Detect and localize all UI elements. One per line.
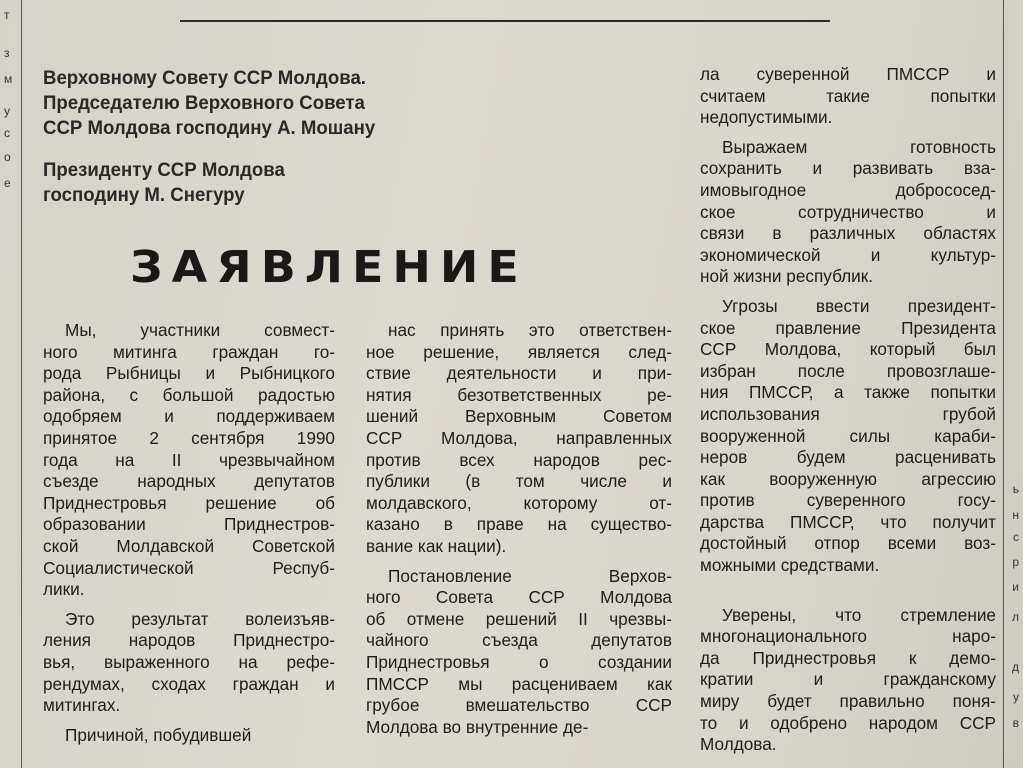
text-line: имовыгодное добрососед- [700, 179, 996, 200]
paragraph [700, 605, 996, 756]
top-rule [180, 20, 830, 22]
text-line: ское правление Президента [700, 317, 996, 338]
text-line: ния ПМССР, а также попытки [700, 382, 996, 403]
paragraph [700, 296, 996, 577]
text-line: чайного съезда депутатов [366, 630, 672, 651]
address-line: Верховному Совету ССР Молдова. [43, 68, 366, 89]
text-line: рода Рыбницы и Рыбницкого [43, 363, 335, 384]
text-line: нятия безответственных ре- [366, 384, 672, 405]
text-line: сохранить и развивать вза- [700, 158, 996, 179]
text-line: ССР Молдова, который был [700, 339, 996, 360]
right-column-fragment [1003, 0, 1023, 768]
text-line: кратии и гражданскому [700, 669, 996, 690]
text-line: то и одобрено народом ССР [700, 712, 996, 733]
text-line: Постановление Верхов- [388, 565, 672, 586]
paragraph [700, 64, 996, 129]
fragment-glyph: у [1013, 690, 1019, 704]
text-line: неров будем расценивать [700, 447, 996, 468]
text-line: считаем такие попытки [700, 85, 996, 106]
text-line: лики. [43, 579, 85, 600]
text-line: митингах. [43, 695, 121, 716]
paragraph [43, 320, 335, 601]
text-line: избран после провозглаше- [700, 360, 996, 381]
text-line: Приднестровья решение об [43, 492, 335, 513]
paragraph [43, 725, 335, 747]
text-line: ного митинга граждан го- [43, 341, 335, 362]
text-line: молдавского, которому от- [366, 492, 672, 513]
text-line: Мы, участники совмест- [65, 320, 335, 340]
text-line: недопустимыми. [700, 107, 833, 128]
left-column-fragment [0, 0, 22, 768]
text-line: дарства ПМССР, что получит [700, 511, 996, 532]
text-line: ПМССР мы расцениваем как [366, 673, 672, 694]
fragment-glyph: о [4, 150, 11, 164]
text-line: ла суверенной ПМССР и [700, 64, 996, 84]
text-line: да Приднестровья к демо- [700, 647, 996, 668]
text-line: Уверены, что стремление [722, 604, 996, 625]
text-line: Приднестровья о создании [366, 651, 672, 672]
paragraph [43, 609, 335, 717]
text-line: ное решение, является след- [366, 341, 672, 362]
text-line: года на II чрезвычайном [43, 449, 335, 470]
text-line: Молдова во внутренние де- [366, 716, 589, 737]
text-line: принятое 2 сентября 1990 [43, 427, 335, 448]
fragment-glyph: з [4, 46, 10, 60]
paragraph [366, 320, 672, 558]
address-block-1 [43, 66, 474, 141]
text-line: многонационального наро- [700, 626, 996, 647]
fragment-glyph: м [4, 72, 13, 86]
address-line: Председателю Верховного Совета [43, 93, 365, 114]
text-line: миру будет правильно поня- [700, 691, 996, 712]
address-line: Президенту ССР Молдова [43, 160, 285, 181]
text-line: вооруженной силы караби- [700, 425, 996, 446]
article-title: ЗАЯВЛЕНИЕ [130, 241, 528, 293]
text-line: образовании Приднестров- [43, 514, 335, 535]
address-line: господину М. Снегуру [43, 185, 245, 206]
text-line: достойный отпор всеми воз- [700, 533, 996, 554]
text-line: против всех народов рес- [366, 449, 672, 470]
text-line: рендумах, сходах граждан и [43, 673, 335, 694]
fragment-glyph: л [1011, 610, 1019, 624]
text-line: ствие деятельности и при- [366, 363, 672, 384]
address-block-2 [43, 158, 474, 208]
text-line: района, с большой радостью [43, 384, 335, 405]
text-line: экономической и культур- [700, 244, 996, 265]
text-line: съезде народных депутатов [43, 471, 335, 492]
article-column-1 [43, 320, 335, 746]
fragment-glyph: с [1013, 530, 1019, 544]
text-line: вание как нации). [366, 535, 507, 556]
text-line: Социалистической Респуб- [43, 557, 335, 578]
text-line: публики (в том числе и [366, 471, 672, 492]
paragraph [700, 137, 996, 288]
text-line: Это результат волеизъяв- [65, 608, 335, 629]
text-line: Причиной, побудившей [65, 724, 252, 745]
text-line: ССР Молдова, направленных [366, 427, 672, 448]
text-line: ного Совета ССР Молдова [366, 587, 672, 608]
text-line: грубое вмешательство ССР [366, 695, 672, 716]
paragraph [366, 566, 672, 739]
text-line: об отмене решений II чрезвы- [366, 608, 672, 629]
text-line: одобряем и поддерживаем [43, 406, 335, 427]
fragment-glyph: н [1012, 508, 1019, 522]
text-line: ское сотрудничество и [700, 201, 996, 222]
article-column-2 [366, 320, 672, 738]
text-line: ления народов Приднестро- [43, 630, 335, 651]
address-line: ССР Молдова господину А. Мошану [43, 118, 376, 139]
text-line: Молдова. [700, 734, 777, 755]
fragment-glyph: т [4, 8, 10, 22]
fragment-glyph: р [1012, 555, 1019, 569]
fragment-glyph: и [1012, 580, 1019, 594]
text-line: шений Верховным Советом [366, 406, 672, 427]
text-line: вья, выраженного на рефе- [43, 651, 335, 672]
text-line: как вооруженную агрессию [700, 468, 996, 489]
text-line: против суверенного госу- [700, 490, 996, 511]
fragment-glyph: е [4, 176, 11, 190]
article-column-3 [700, 64, 996, 756]
fragment-glyph: д [1011, 660, 1019, 674]
text-line: можными средствами. [700, 555, 880, 576]
text-line: использования грубой [700, 403, 996, 424]
fragment-glyph: ь [1012, 482, 1019, 496]
fragment-glyph: в [1012, 716, 1019, 730]
text-line: Угрозы ввести президент- [722, 295, 996, 316]
fragment-glyph: с [4, 126, 10, 140]
fragment-glyph: у [4, 104, 10, 118]
text-line: Выражаем готовность [722, 136, 996, 157]
text-line: ной жизни республик. [700, 266, 874, 287]
text-line: нас принять это ответствен- [388, 320, 672, 340]
text-line: связи в различных областях [700, 223, 996, 244]
text-line: казано в праве на существо- [366, 514, 672, 535]
text-line: ской Молдавской Советской [43, 535, 335, 556]
